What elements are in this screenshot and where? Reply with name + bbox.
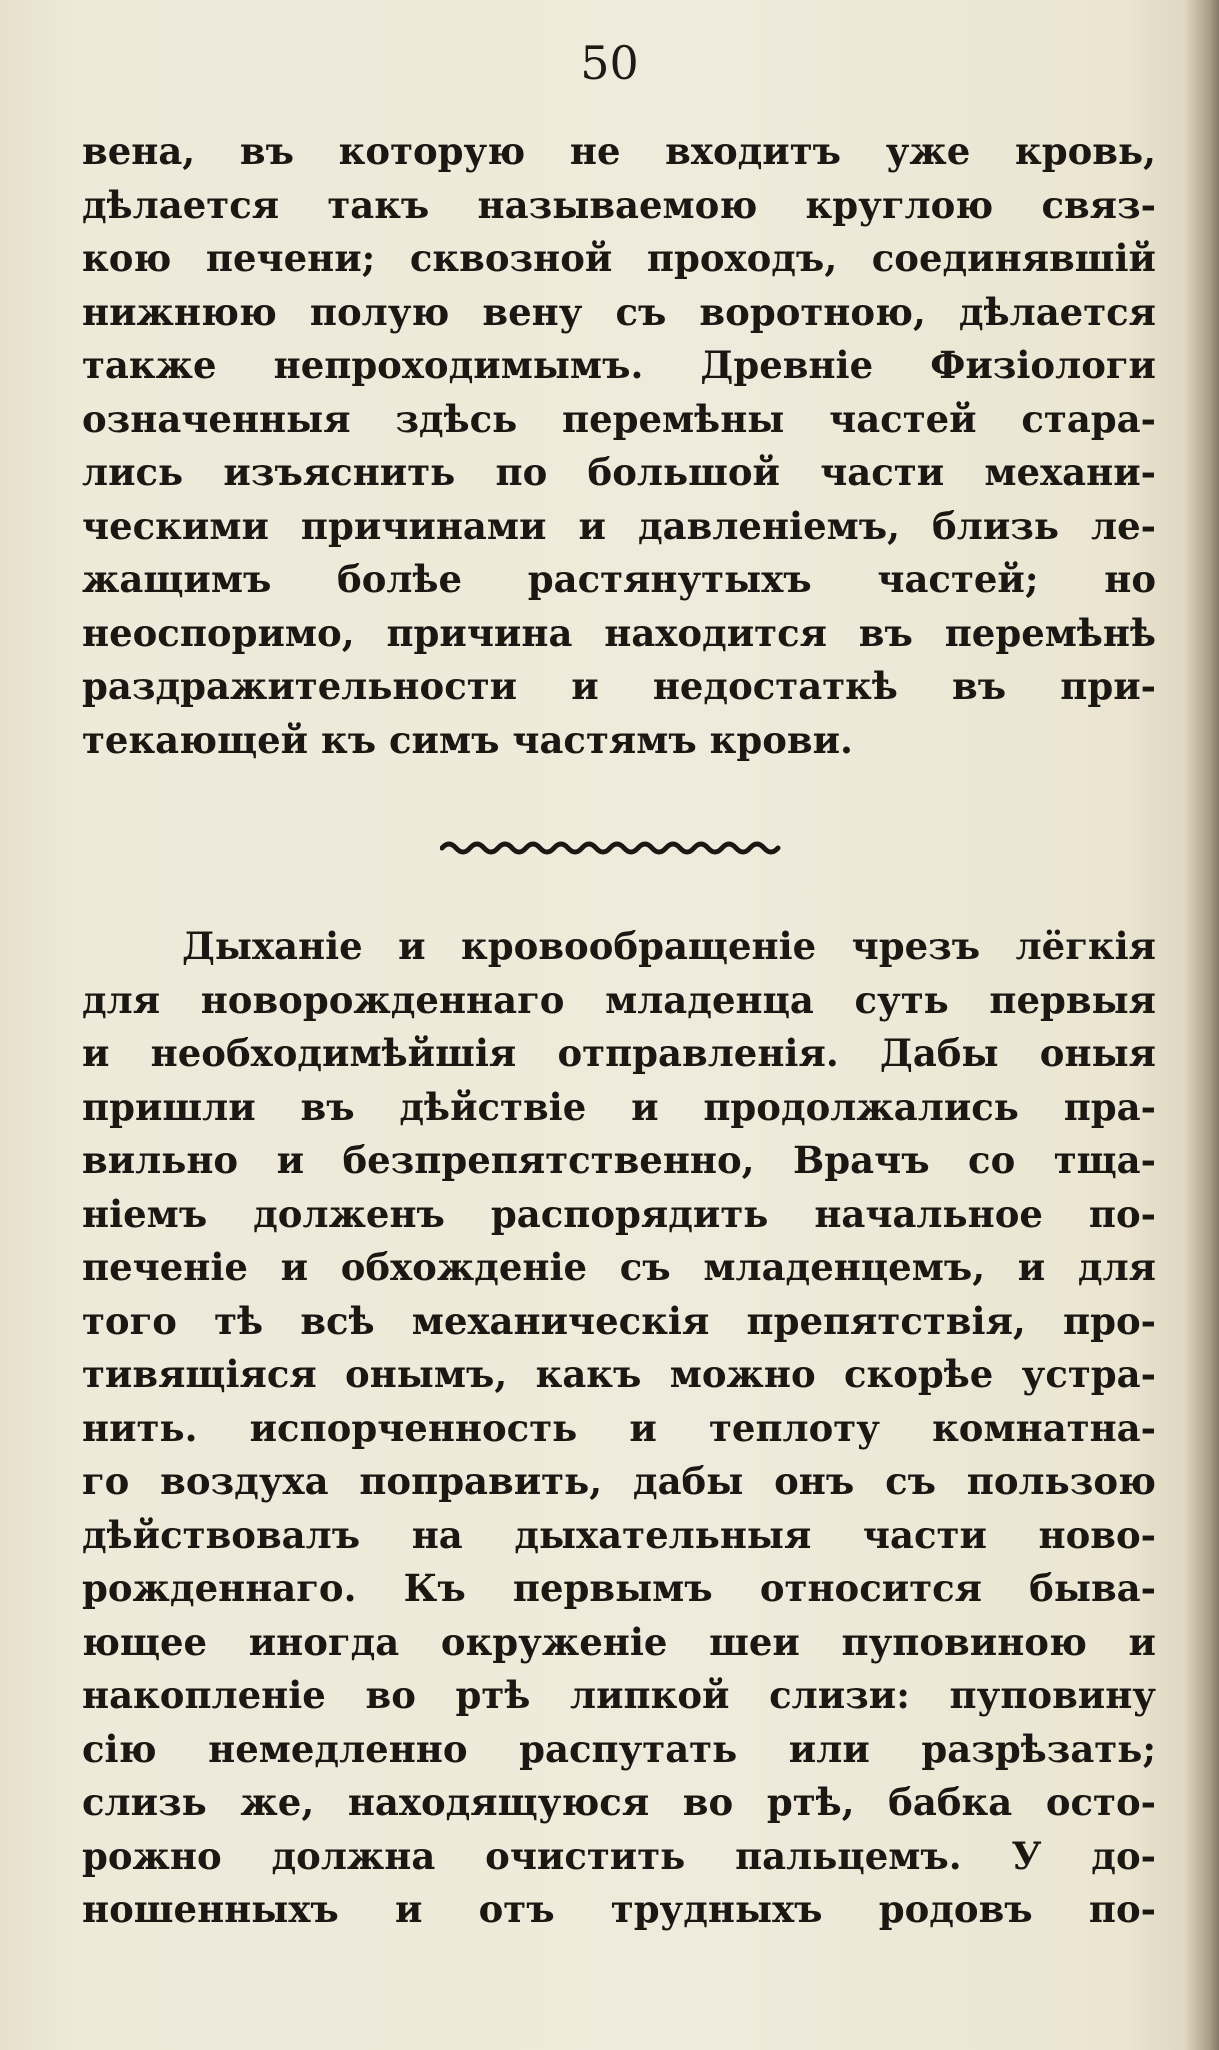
text-line: ніемъ долженъ распорядить начальное по- bbox=[82, 1191, 1156, 1236]
section-divider-ornament bbox=[440, 836, 785, 860]
page-number: 50 bbox=[580, 36, 639, 90]
text-line: раздражительности и недостаткѣ въ при- bbox=[82, 664, 1156, 708]
text-line: Дыханіе и кровообращеніе чрезъ лёгкія bbox=[182, 924, 1156, 968]
text-line: рожденнаго. Къ первымъ относится быва- bbox=[82, 1566, 1156, 1610]
text-line: рожно должна очистить пальцемъ. У до- bbox=[82, 1833, 1156, 1878]
text-line: неоспоримо, причина находится въ перемѣнѣ bbox=[82, 610, 1156, 655]
text-line: дѣйствовалъ на дыхательныя части ново- bbox=[82, 1512, 1156, 1557]
text-line: означенныя здѣсь перемѣны частей стара- bbox=[82, 396, 1156, 441]
text-line: нижнюю полую вену съ воротною, дѣлается bbox=[82, 289, 1156, 334]
text-line: нить. испорченность и теплоту комнатна- bbox=[82, 1405, 1156, 1450]
paragraph-2 bbox=[82, 920, 1156, 1937]
text-line: дѣлается такъ называемою круглою связ- bbox=[82, 182, 1156, 227]
text-line: для новорожденнаго младенца суть первыя bbox=[82, 977, 1156, 1022]
text-line: печеніе и обхожденіе съ младенцемъ, и для bbox=[82, 1245, 1156, 1289]
text-line: также непроходимымъ. Древніе Физіологи bbox=[82, 343, 1156, 387]
text-line: сію немедленно распутать или разрѣзать; bbox=[82, 1726, 1156, 1771]
text-line: кою печени; сквозной проходъ, соединявшій bbox=[82, 236, 1156, 280]
text-line: накопленіе во ртѣ липкой слизи: пуповину bbox=[82, 1673, 1156, 1717]
text-line: ющее иногда окруженіе шеи пуповиною и bbox=[82, 1619, 1156, 1664]
text-line: ческими причинами и давленіемъ, близь ле- bbox=[82, 503, 1156, 548]
text-line: жащимъ болѣе растянутыхъ частей; но bbox=[82, 557, 1156, 601]
text-line: и необходимѣйшія отправленія. Дабы оныя bbox=[82, 1031, 1156, 1075]
text-line: пришли въ дѣйствіе и продолжались пра- bbox=[82, 1084, 1156, 1129]
text-line: текающей къ симъ частямъ крови. bbox=[82, 717, 853, 762]
text-line: лись изъяснить по большой части механи- bbox=[82, 450, 1156, 494]
text-line: слизь же, находящуюся во ртѣ, бабка осто- bbox=[82, 1780, 1156, 1824]
text-line: тивящіяся онымъ, какъ можно скорѣе устра- bbox=[82, 1352, 1156, 1396]
text-line: го воздуха поправить, дабы онъ съ пользою bbox=[82, 1459, 1156, 1503]
text-line: вена, въ которую не входитъ уже кровь, bbox=[82, 129, 1156, 173]
page-edge-shadow bbox=[1185, 0, 1219, 2050]
text-line: того тѣ всѣ механическія препятствія, про- bbox=[82, 1298, 1156, 1343]
text-line: вильно и безпрепятственно, Врачъ со тща- bbox=[82, 1138, 1156, 1182]
paragraph-1 bbox=[82, 125, 1156, 767]
text-line: ношенныхъ и отъ трудныхъ родовъ по- bbox=[82, 1887, 1156, 1931]
